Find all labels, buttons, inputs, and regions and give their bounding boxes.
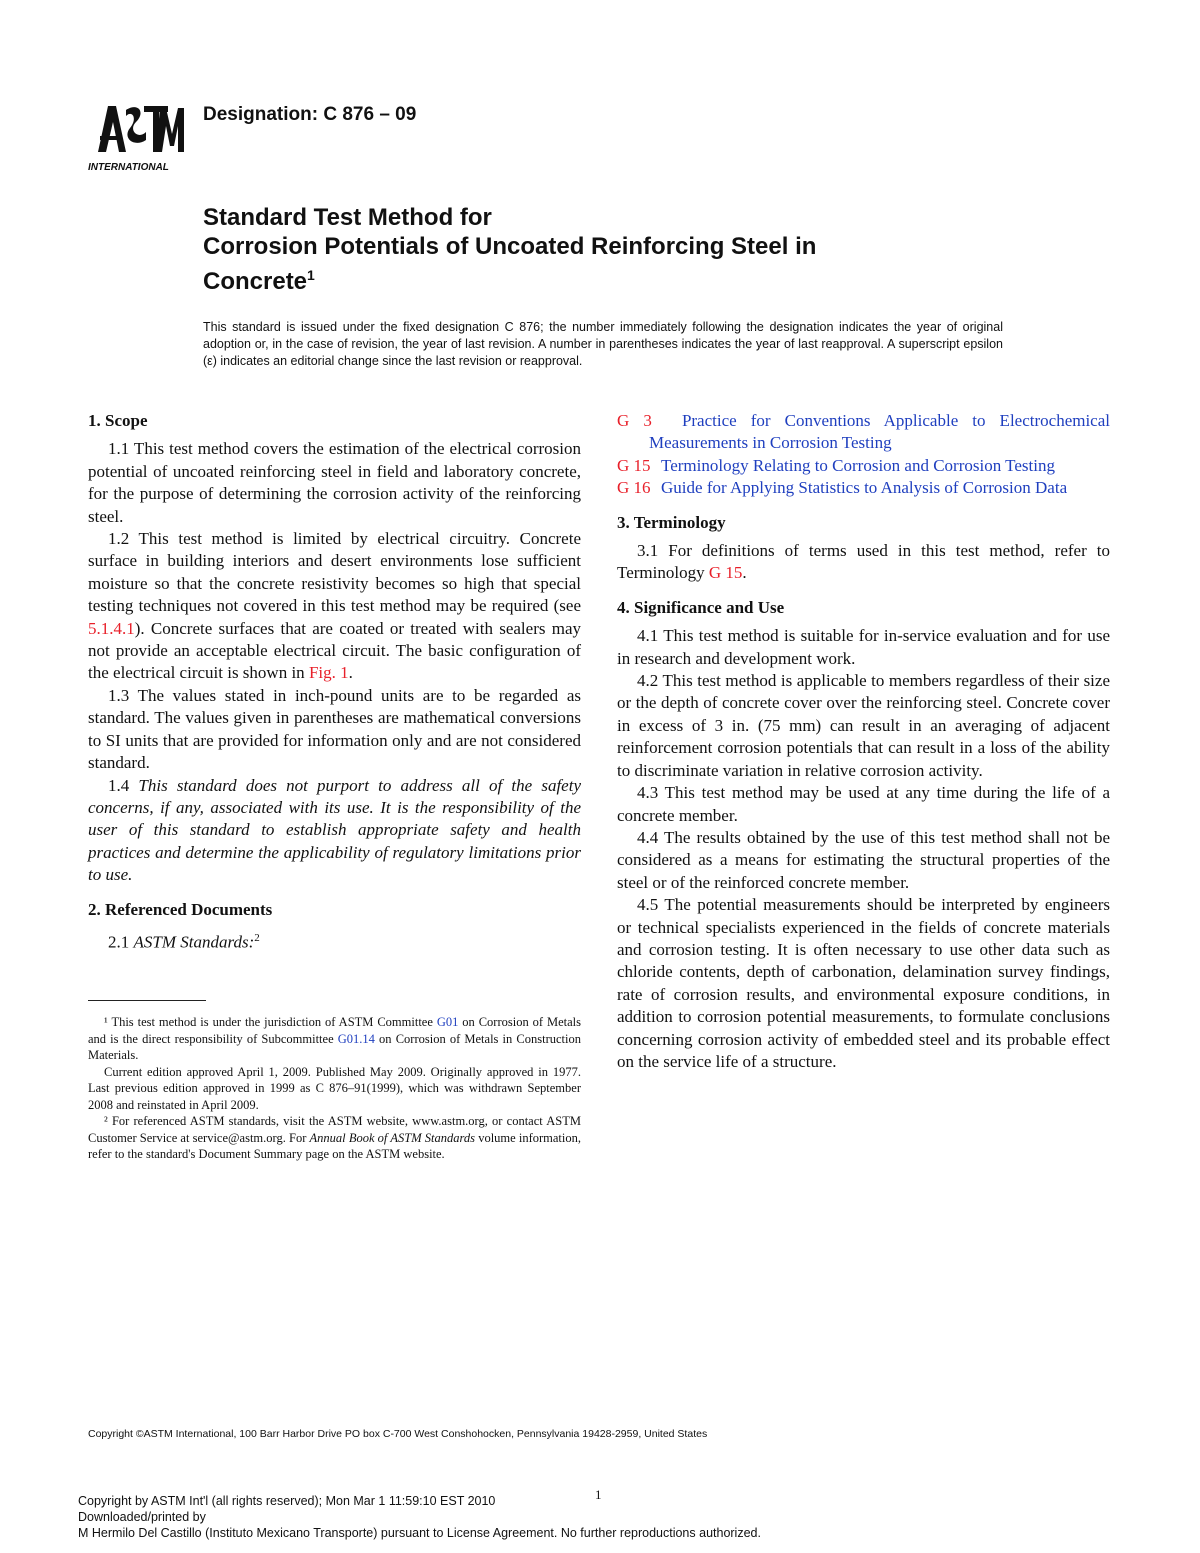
link-g3[interactable]: G 3 [617, 411, 652, 430]
astm-logo [86, 96, 190, 176]
issue-note: This standard is issued under the fixed designation C 876; the number immediately following the designation indicates the year of original adoption or, in the case of revision, the year of last revision. A number in parentheses indicates the year of last reapproval. A superscript epsilon (ε) indicates an editorial change since the last revision or reapproval. [203, 320, 1003, 368]
copyright-line: Copyright ©ASTM International, 100 Barr Harbor Drive PO box C-700 West Conshohocken, Pennsylvania 19428-2959, United States [88, 1428, 708, 1440]
link-fig-1[interactable]: Fig. 1 [308, 663, 349, 683]
page-number: 1 [595, 1487, 602, 1502]
title-line-2: Corrosion Potentials of Uncoated Reinforcing Steel in [203, 233, 817, 260]
significance-heading: 4. Significance and Use [617, 597, 785, 617]
download-line-1: Copyright by ASTM Int'l (all rights reserved); Mon Mar 1 11:59:10 EST 2010 [78, 1494, 496, 1508]
download-line-3: M Hermilo Del Castillo (Instituto Mexicano Transporte) pursuant to License Agreement. No further reproductions authorized. [78, 1526, 761, 1540]
ref-g16-title[interactable]: Guide for Applying Statistics to Analysis of Corrosion Data [661, 478, 1068, 498]
title-block [203, 203, 1103, 296]
para-4-4: 4.4 The results obtained by the use of this test method shall not be considered as a means for estimating the structural properties of the steel or of the reinforced concrete member. [617, 827, 1110, 892]
left-column [88, 410, 581, 954]
para-1-2: 1.2 This test method is limited by electrical circuitry. Concrete surface in building interiors and desert environments lose sufficient moisture so that the concrete resistivity becomes so high that special testing techniques not covered in this test method may be required (see 5.1.4.1). Concrete surfaces that are coated or treated with sealers may not provide an acceptable electrical circuit. The basic configuration of the electrical circuit is shown in Fig. 1. [88, 529, 581, 683]
link-g15[interactable]: G 15 [617, 455, 651, 475]
designation: Designation: C 876 – 09 [203, 104, 417, 125]
para-4-3: 4.3 This test method may be used at any time during the life of a concrete member. [617, 783, 1110, 825]
ref-g15 [617, 455, 1110, 477]
link-5-1-4-1[interactable]: 5.1.4.1 [88, 618, 135, 638]
terminology-heading: 3. Terminology [617, 512, 726, 532]
ref-g16 [617, 477, 1110, 499]
link-g01[interactable]: G01 [436, 1015, 459, 1029]
download-line-2: Downloaded/printed by [78, 1510, 206, 1524]
logo-text: INTERNATIONAL [88, 162, 169, 173]
footnote-1-edition: Current edition approved April 1, 2009. Published May 2009. Originally approved in 1977. Last previous edition approved in 1999 as C 876–91(1999), which was withdrawn September 2008 and reinstated in April 2009. [88, 1064, 581, 1112]
scope-heading: 1. Scope [88, 411, 148, 430]
footnote-rule [88, 1000, 206, 1001]
link-terminology-g15[interactable]: G 15 [708, 563, 743, 583]
footnotes [88, 1014, 581, 1163]
para-4-5: 4.5 The potential measurements should be interpreted by engineers or technical specialists experienced in the fields of concrete materials and corrosion testing. It is often necessary to use other data such as chloride contents, depth of carbonation, delamination survey findings, rate of corrosion results, and environmental exposure conditions, in addition to corrosion potential measurements, to formulate conclusions concerning corrosion activity of embedded steel and its probable effect on the service life of a structure. [617, 895, 1110, 1071]
right-column [617, 410, 1110, 1073]
download-notice [78, 1493, 761, 1541]
ref-g3 [617, 410, 1110, 455]
para-1-1: 1.1 This test method covers the estimation of the electrical corrosion potential of uncoated reinforcing steel in field and laboratory concrete, for the purpose of determining the corrosion activity of the reinforcing steel. [88, 439, 581, 526]
para-4-2: 4.2 This test method is applicable to members regardless of their size or the depth of concrete cover over the reinforcing steel. Concrete cover in excess of 3 in. (75 mm) can result in an averaging of adjacent reinforcement corrosion potentials that can result in a loss of the ability to discriminate variation in relative corrosion activity. [617, 671, 1110, 780]
refdocs-heading: 2. Referenced Documents [88, 899, 273, 919]
footnote-1: ¹ This test method is under the jurisdiction of ASTM Committee G01 on Corrosion of Metals and is the direct responsibility of Subcommittee G01.14 on Corrosion of Metals in Construction Materials. [88, 1015, 582, 1062]
link-g01-14[interactable]: G01.14 [337, 1031, 375, 1046]
para-4-1: 4.1 This test method is suitable for in-service evaluation and for use in research and development work. [617, 626, 1110, 668]
title-footnote-ref: 1 [307, 267, 315, 283]
para-1-3: 1.3 The values stated in inch-pound units are to be regarded as standard. The values given in parentheses are mathematical conversions to SI units that are provided for information only and are not considered standard. [88, 685, 581, 773]
ref-g15-title[interactable]: Terminology Relating to Corrosion and Corrosion Testing [661, 455, 1055, 475]
para-2-1: 2.1 ASTM Standards:$^2$ [108, 931, 260, 952]
link-g16[interactable]: G 16 [617, 478, 651, 498]
footnote-2: ² For referenced ASTM standards, visit the ASTM website, www.astm.org, or contact ASTM Customer Service at service@astm.org. For Annual Book of ASTM Standards volume information, refer to the standard's Document Summary page on the ASTM website. [88, 1114, 581, 1161]
ref-g3-title[interactable]: Practice for Conventions Applicable to Electrochemical Measurements in Corrosion Testing [649, 411, 1110, 453]
title-line-3: Concrete$^1$ [203, 267, 315, 295]
title-line-1: Standard Test Method for [203, 204, 492, 231]
para-1-4: 1.4 This standard does not purport to address all of the safety concerns, if any, associated with its use. It is the responsibility of the user of this standard to establish appropriate safety and health practices and determine the applicability of regulatory limitations prior to use. [88, 775, 581, 885]
para-3-1: 3.1 For definitions of terms used in this test method, refer to Terminology G 15. [617, 541, 1110, 583]
